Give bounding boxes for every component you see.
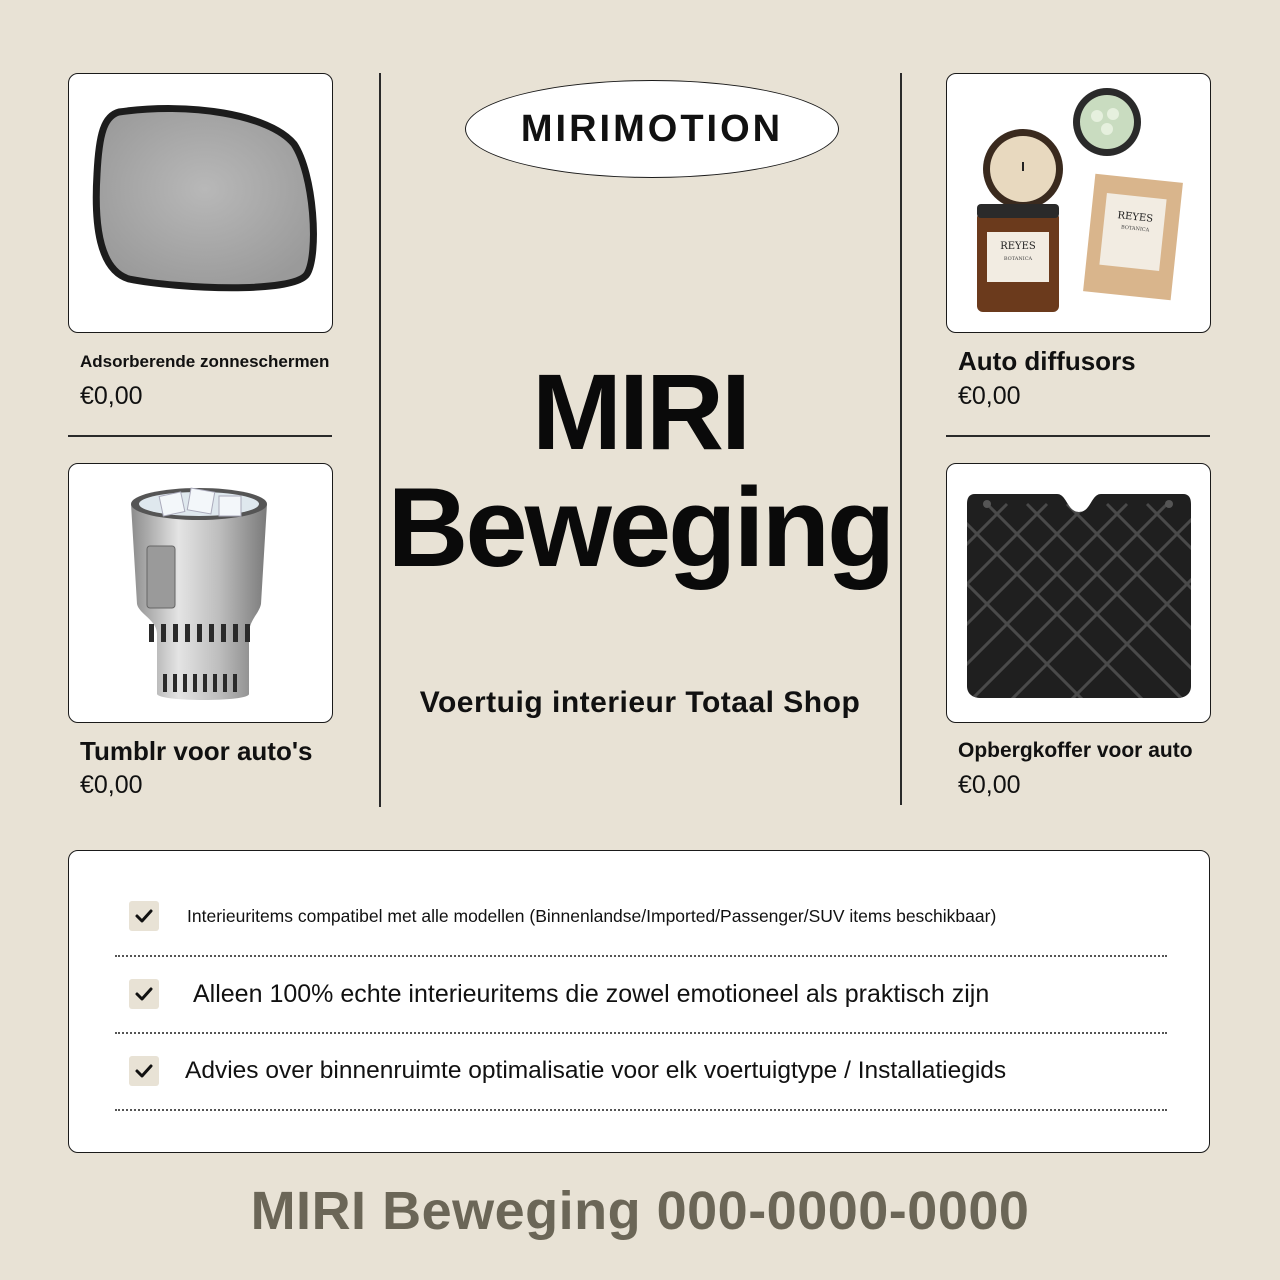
diffuser-candles-icon [947, 74, 1210, 332]
check-icon [129, 901, 159, 931]
feature-item-3 [129, 1056, 1006, 1086]
box-label-sub: BOTANICA [1120, 224, 1150, 234]
product-card-tumbler[interactable] [68, 463, 333, 723]
left-separator [68, 435, 332, 437]
features-panel [68, 850, 1210, 1153]
product-card-storage[interactable] [946, 463, 1211, 723]
box-label-brand: REYES [1116, 210, 1154, 225]
feature-text-3: Advies over binnenruimte optimalisatie voor elk voertuigtype / Installatiegids [185, 1057, 1007, 1084]
jar-label-sub: BOTANICA [1003, 256, 1033, 262]
product-name-storage: Opbergkoffer voor auto [958, 739, 1193, 762]
brand-badge [465, 80, 839, 178]
feature-item-1 [129, 901, 996, 931]
sunshade-icon [69, 74, 332, 332]
dotted-divider-2 [115, 1032, 1167, 1034]
dotted-divider-3 [115, 1109, 1167, 1111]
product-price-tumbler: €0,00 [80, 771, 143, 799]
feature-text-1: Interieuritems compatibel met alle modellen (Binnenlandse/Imported/Passenger/SUV items beschikbaar) [187, 905, 997, 926]
product-card-sunshade[interactable] [68, 73, 333, 333]
feature-text-2: Alleen 100% echte interieuritems die zowel emotioneel als praktisch zijn [193, 979, 990, 1008]
product-price-diffuser: €0,00 [958, 382, 1021, 410]
product-name-sunshade: Adsorberende zonneschermen [80, 352, 330, 371]
hero-title-line2: Beweging [387, 465, 893, 590]
product-price-storage: €0,00 [958, 771, 1021, 799]
check-icon [129, 979, 159, 1009]
tumbler-cup-icon [69, 464, 332, 722]
product-name-tumbler: Tumblr voor auto's [80, 736, 313, 766]
quilted-mat-icon [947, 464, 1210, 722]
footer-contact: MIRI Beweging 000-0000-0000 [250, 1181, 1030, 1241]
product-price-sunshade: €0,00 [80, 382, 143, 410]
jar-label-brand: REYES [1000, 241, 1036, 252]
hero-title-line1: MIRI [532, 351, 748, 472]
product-card-diffuser[interactable] [946, 73, 1211, 333]
feature-item-2 [129, 979, 989, 1009]
hero-tagline: Voertuig interieur Totaal Shop [419, 686, 861, 719]
product-name-diffuser: Auto diffusors [958, 346, 1136, 376]
right-separator [946, 435, 1210, 437]
check-icon [129, 1056, 159, 1086]
dotted-divider-1 [115, 955, 1167, 957]
brand-badge-label: MIRIMOTION [520, 107, 784, 150]
